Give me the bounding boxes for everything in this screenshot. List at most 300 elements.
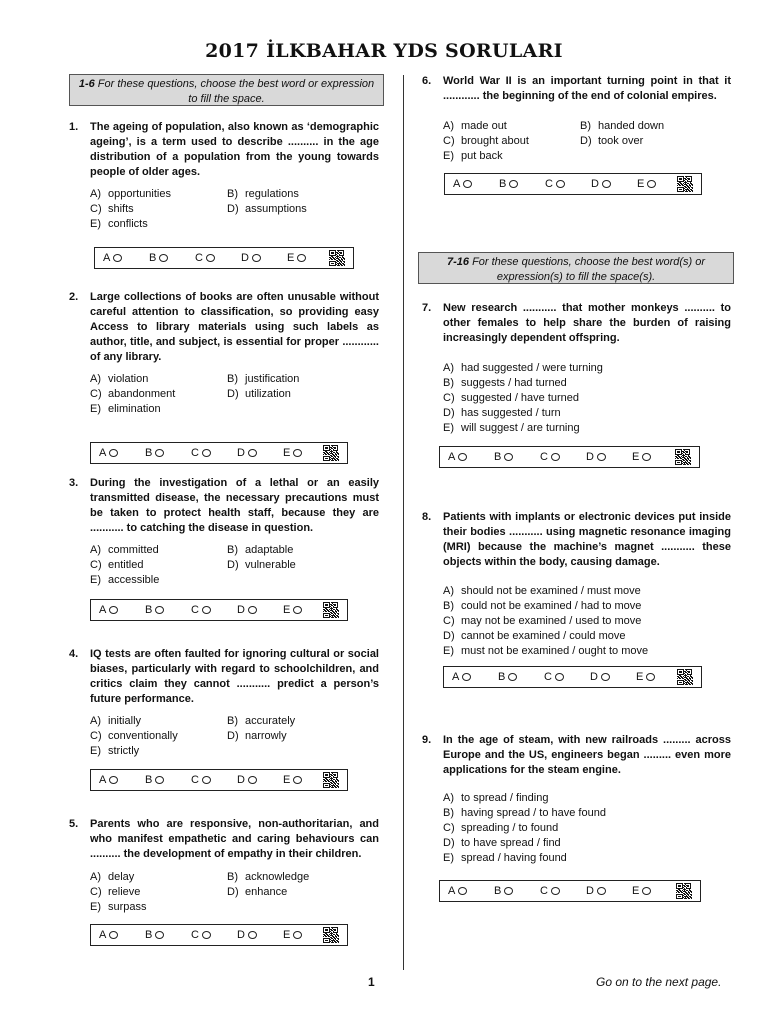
option-text: cannot be examined / could move (461, 630, 626, 642)
option-text: acknowledge (245, 871, 310, 883)
answer-choice-d[interactable] (237, 773, 257, 788)
answer-bubble-icon[interactable] (109, 776, 118, 784)
option-letter: A) (443, 120, 454, 132)
answer-letter: B (499, 178, 507, 190)
answer-letter: B (149, 252, 157, 264)
option-letter: D) (443, 630, 455, 642)
answer-bubble-icon[interactable] (293, 931, 302, 939)
answer-bubble-icon[interactable] (202, 931, 211, 939)
question-2 (69, 290, 379, 365)
option-text: justification (245, 373, 300, 385)
question-7 (422, 301, 731, 346)
answer-choice-e[interactable] (636, 670, 655, 685)
answer-choice-b[interactable] (149, 251, 168, 266)
answer-letter: E (636, 671, 644, 683)
option-letter: E) (90, 403, 101, 415)
answer-box (439, 880, 701, 902)
option-letter: D) (227, 559, 239, 571)
question-text: Parents who are responsive, non-authoritarian, and who manifest empathetic and caring behaviours can .......... the development of empathy in their children. (90, 818, 379, 860)
question-text: Large collections of books are often unusable without careful attention to classification, so providing easy Access to library materials using such labels as author, title, and subject, is essential for proper ............ of any library. (90, 291, 379, 363)
option-letter: B) (227, 373, 238, 385)
option-c (90, 558, 143, 573)
answer-box (94, 247, 354, 269)
answer-letter: B (145, 604, 153, 616)
answer-bubble-icon[interactable] (252, 254, 261, 262)
answer-letter: C (191, 774, 199, 786)
answer-bubble-icon[interactable] (202, 776, 211, 784)
answer-bubble-icon[interactable] (642, 887, 651, 895)
instruction-box-1 (69, 74, 384, 106)
qr-code-icon (323, 602, 339, 618)
option-text: suggests / had turned (461, 377, 567, 389)
answer-letter: E (287, 252, 295, 264)
option-text: assumptions (245, 203, 307, 215)
answer-box (90, 599, 348, 621)
answer-choice-b[interactable] (145, 773, 164, 788)
option-text: should not be examined / must move (461, 585, 641, 597)
option-b (443, 376, 567, 391)
question-text: In the age of steam, with new railroads ......... across Europe and the US, engineers began ......... even more applications for the steam engine. (443, 734, 731, 776)
answer-bubble-icon[interactable] (504, 453, 513, 461)
option-text: elimination (108, 403, 161, 415)
option-a (90, 714, 141, 729)
option-letter: B) (227, 544, 238, 556)
option-letter: A) (90, 373, 101, 385)
option-letter: B) (443, 377, 454, 389)
instruction-range: 1-6 (78, 78, 95, 90)
answer-letter: D (237, 929, 245, 941)
option-letter: E) (443, 852, 454, 864)
answer-bubble-icon[interactable] (293, 776, 302, 784)
option-letter: D) (227, 388, 239, 400)
option-d (443, 629, 626, 644)
answer-bubble-icon[interactable] (551, 453, 560, 461)
option-b (227, 870, 309, 885)
answer-letter: E (283, 447, 291, 459)
option-letter: A) (443, 792, 454, 804)
option-e (90, 900, 147, 915)
option-e (443, 149, 503, 164)
page-title: 2017 İLKBAHAR YDS SORULARI (205, 40, 563, 62)
option-letter: E) (443, 422, 454, 434)
answer-choice-b[interactable] (498, 670, 517, 685)
option-c (443, 614, 641, 629)
answer-letter: B (494, 451, 502, 463)
question-number: 1. (69, 121, 79, 133)
answer-choice-c[interactable] (191, 773, 211, 788)
option-letter: E) (443, 645, 454, 657)
answer-letter: E (283, 929, 291, 941)
option-text: having spread / to have found (461, 807, 606, 819)
option-letter: E) (90, 218, 101, 230)
answer-bubble-icon[interactable] (556, 180, 565, 188)
option-text: strictly (108, 745, 140, 757)
option-text: entitled (108, 559, 144, 571)
answer-bubble-icon[interactable] (293, 449, 302, 457)
option-letter: C) (443, 135, 455, 147)
option-text: to spread / finding (461, 792, 549, 804)
option-text: had suggested / were turning (461, 362, 603, 374)
option-text: may not be examined / used to move (461, 615, 642, 627)
question-number: 5. (69, 818, 79, 830)
option-e (90, 402, 161, 417)
option-a (443, 791, 548, 806)
option-e (443, 421, 580, 436)
option-letter: C) (90, 730, 102, 742)
option-c (443, 134, 529, 149)
answer-bubble-icon[interactable] (248, 606, 257, 614)
option-b (227, 714, 295, 729)
qr-code-icon (676, 883, 692, 899)
answer-choice-a[interactable] (453, 177, 472, 192)
page-number: 1 (368, 975, 375, 989)
option-text: accurately (245, 715, 296, 727)
answer-bubble-icon[interactable] (642, 453, 651, 461)
answer-choice-e[interactable] (283, 773, 302, 788)
answer-box (439, 446, 700, 468)
option-text: has suggested / turn (461, 407, 561, 419)
answer-bubble-icon[interactable] (109, 449, 118, 457)
answer-choice-e[interactable] (632, 884, 651, 899)
option-b (443, 599, 641, 614)
option-text: violation (108, 373, 149, 385)
answer-choice-e[interactable] (632, 450, 651, 465)
answer-choice-b[interactable] (499, 177, 518, 192)
option-text: conflicts (108, 218, 148, 230)
option-letter: D) (443, 837, 455, 849)
question-number: 2. (69, 291, 79, 303)
option-letter: A) (90, 715, 101, 727)
answer-letter: A (99, 604, 107, 616)
option-a (443, 361, 603, 376)
answer-choice-a[interactable] (103, 251, 122, 266)
answer-choice-d[interactable] (586, 450, 606, 465)
option-letter: E) (443, 150, 454, 162)
answer-letter: E (637, 178, 645, 190)
option-letter: C) (90, 203, 102, 215)
option-text: adaptable (245, 544, 294, 556)
answer-choice-d[interactable] (237, 928, 257, 943)
option-letter: A) (90, 871, 101, 883)
qr-code-icon (677, 669, 693, 685)
next-page-note: Go on to the next page. (596, 975, 722, 989)
answer-letter: A (103, 252, 111, 264)
answer-letter: C (191, 929, 199, 941)
answer-choice-d[interactable] (590, 670, 610, 685)
question-number: 4. (69, 648, 79, 660)
answer-bubble-icon[interactable] (458, 453, 467, 461)
option-text: abandonment (108, 388, 176, 400)
answer-choice-b[interactable] (494, 450, 513, 465)
answer-choice-a[interactable] (99, 446, 118, 461)
option-d (580, 134, 643, 149)
answer-choice-a[interactable] (99, 603, 118, 618)
option-letter: D) (580, 135, 592, 147)
answer-bubble-icon[interactable] (555, 673, 564, 681)
option-b (443, 806, 606, 821)
answer-letter: B (494, 885, 502, 897)
answer-bubble-icon[interactable] (509, 180, 518, 188)
answer-choice-c[interactable] (544, 670, 564, 685)
answer-box (90, 769, 348, 791)
option-d (227, 202, 307, 217)
answer-box (444, 173, 702, 195)
answer-letter: D (591, 178, 599, 190)
answer-choice-a[interactable] (448, 884, 467, 899)
question-number: 9. (422, 734, 432, 746)
answer-choice-b[interactable] (145, 446, 164, 461)
option-letter: B) (227, 188, 238, 200)
question-text: New research ........... that mother monkeys .......... to other females to help share the burden of raising increasingly dependent offspring. (443, 302, 731, 344)
answer-choice-c[interactable] (191, 446, 211, 461)
answer-choice-d[interactable] (237, 446, 257, 461)
question-number: 8. (422, 511, 432, 523)
answer-bubble-icon[interactable] (647, 180, 656, 188)
answer-letter: C (191, 604, 199, 616)
option-text: opportunities (108, 188, 171, 200)
answer-choice-c[interactable] (540, 884, 560, 899)
answer-box (90, 924, 348, 946)
option-text: enhance (245, 886, 288, 898)
question-8 (422, 510, 731, 570)
option-text: must not be examined / ought to move (461, 645, 649, 657)
option-letter: A) (443, 585, 454, 597)
question-1 (69, 120, 379, 180)
option-text: to have spread / find (461, 837, 561, 849)
option-a (90, 187, 171, 202)
answer-bubble-icon[interactable] (504, 887, 513, 895)
option-letter: A) (90, 544, 101, 556)
option-d (227, 885, 287, 900)
option-text: conventionally (108, 730, 178, 742)
answer-choice-a[interactable] (99, 773, 118, 788)
option-e (443, 644, 648, 659)
option-text: suggested / have turned (461, 392, 580, 404)
qr-code-icon (675, 449, 691, 465)
answer-bubble-icon[interactable] (293, 606, 302, 614)
answer-choice-e[interactable] (637, 177, 656, 192)
option-c (90, 387, 175, 402)
answer-choice-e[interactable] (283, 928, 302, 943)
answer-bubble-icon[interactable] (248, 776, 257, 784)
answer-letter: C (544, 671, 552, 683)
answer-letter: D (586, 885, 594, 897)
answer-box (90, 442, 348, 464)
answer-bubble-icon[interactable] (597, 887, 606, 895)
answer-choice-c[interactable] (195, 251, 215, 266)
answer-bubble-icon[interactable] (248, 449, 257, 457)
answer-choice-c[interactable] (545, 177, 565, 192)
answer-choice-b[interactable] (494, 884, 513, 899)
option-letter: D) (227, 886, 239, 898)
answer-letter: D (237, 774, 245, 786)
qr-code-icon (677, 176, 693, 192)
option-letter: D) (227, 203, 239, 215)
answer-bubble-icon[interactable] (159, 254, 168, 262)
option-d (227, 558, 296, 573)
answer-bubble-icon[interactable] (109, 606, 118, 614)
answer-bubble-icon[interactable] (297, 254, 306, 262)
question-5 (69, 817, 379, 862)
option-text: accessible (108, 574, 160, 586)
answer-bubble-icon[interactable] (113, 254, 122, 262)
question-text: World War II is an important turning point in that it ............ the beginning of the end of colonial empires. (443, 75, 731, 102)
option-text: will suggest / are turning (461, 422, 580, 434)
answer-choice-a[interactable] (448, 450, 467, 465)
option-letter: A) (443, 362, 454, 374)
answer-bubble-icon[interactable] (508, 673, 517, 681)
option-a (90, 870, 134, 885)
answer-choice-b[interactable] (145, 928, 164, 943)
option-text: handed down (598, 120, 665, 132)
answer-choice-b[interactable] (145, 603, 164, 618)
answer-choice-c[interactable] (191, 928, 211, 943)
option-letter: B) (443, 600, 454, 612)
option-text: relieve (108, 886, 141, 898)
option-b (227, 187, 299, 202)
answer-box (443, 666, 702, 688)
option-text: vulnerable (245, 559, 296, 571)
answer-letter: C (540, 451, 548, 463)
option-letter: B) (227, 871, 238, 883)
option-letter: C) (90, 559, 102, 571)
option-letter: A) (90, 188, 101, 200)
qr-code-icon (323, 772, 339, 788)
question-3 (69, 476, 379, 536)
answer-choice-c[interactable] (540, 450, 560, 465)
option-letter: E) (90, 901, 101, 913)
option-text: put back (461, 150, 503, 162)
answer-letter: C (195, 252, 203, 264)
option-text: delay (108, 871, 135, 883)
answer-choice-d[interactable] (237, 603, 257, 618)
option-letter: C) (443, 615, 455, 627)
option-b (580, 119, 664, 134)
answer-bubble-icon[interactable] (155, 449, 164, 457)
question-text: IQ tests are often faulted for ignoring cultural or social biases, particularly with regard to schoolchildren, and critics claim they cannot ........... predict a person’s future performance. (90, 648, 379, 705)
question-number: 6. (422, 75, 432, 87)
answer-bubble-icon[interactable] (155, 606, 164, 614)
answer-letter: E (632, 885, 640, 897)
option-letter: E) (90, 574, 101, 586)
answer-letter: A (99, 929, 107, 941)
answer-choice-e[interactable] (283, 446, 302, 461)
answer-letter: C (540, 885, 548, 897)
option-e (90, 217, 148, 232)
answer-bubble-icon[interactable] (202, 606, 211, 614)
option-e (90, 573, 159, 588)
answer-choice-a[interactable] (452, 670, 471, 685)
answer-bubble-icon[interactable] (463, 180, 472, 188)
option-text: could not be examined / had to move (461, 600, 642, 612)
question-text: During the investigation of a lethal or an easily transmitted disease, the necessary precautions must be taken to protect health staff, because they are ........... to catching the disease in question. (90, 477, 379, 534)
answer-bubble-icon[interactable] (155, 776, 164, 784)
option-text: narrowly (245, 730, 287, 742)
answer-choice-e[interactable] (283, 603, 302, 618)
option-letter: C) (443, 392, 455, 404)
answer-choice-a[interactable] (99, 928, 118, 943)
option-text: committed (108, 544, 159, 556)
option-c (443, 391, 579, 406)
option-text: initially (108, 715, 142, 727)
option-text: regulations (245, 188, 299, 200)
option-c (90, 202, 134, 217)
answer-bubble-icon[interactable] (248, 931, 257, 939)
answer-bubble-icon[interactable] (202, 449, 211, 457)
answer-choice-d[interactable] (586, 884, 606, 899)
option-text: brought about (461, 135, 529, 147)
answer-bubble-icon[interactable] (206, 254, 215, 262)
answer-letter: B (145, 774, 153, 786)
option-letter: E) (90, 745, 101, 757)
option-a (443, 119, 507, 134)
answer-letter: A (452, 671, 460, 683)
answer-letter: A (453, 178, 461, 190)
answer-letter: C (191, 447, 199, 459)
option-text: utilization (245, 388, 291, 400)
option-letter: B) (580, 120, 591, 132)
option-a (443, 584, 641, 599)
option-letter: D) (227, 730, 239, 742)
answer-letter: B (498, 671, 506, 683)
qr-code-icon (329, 250, 345, 266)
answer-letter: B (145, 929, 153, 941)
option-text: surpass (108, 901, 147, 913)
question-text: Patients with implants or electronic devices put inside their bodies ........... using magnetic resonance imaging (MRI) because the machine’s magnet ........... these objects within the body, causing damage. (443, 511, 731, 568)
qr-code-icon (323, 927, 339, 943)
answer-bubble-icon[interactable] (458, 887, 467, 895)
instruction-range: 7-16 (446, 256, 469, 268)
option-text: made out (461, 120, 507, 132)
answer-letter: E (283, 604, 291, 616)
answer-bubble-icon[interactable] (109, 931, 118, 939)
answer-choice-d[interactable] (241, 251, 261, 266)
option-letter: C) (90, 886, 102, 898)
answer-bubble-icon[interactable] (601, 673, 610, 681)
option-d (227, 387, 291, 402)
answer-bubble-icon[interactable] (155, 931, 164, 939)
qr-code-icon (323, 445, 339, 461)
option-text: shifts (108, 203, 134, 215)
answer-choice-d[interactable] (591, 177, 611, 192)
answer-choice-e[interactable] (287, 251, 306, 266)
answer-letter: D (241, 252, 249, 264)
option-c (90, 729, 178, 744)
option-a (90, 372, 148, 387)
answer-letter: A (99, 774, 107, 786)
answer-choice-c[interactable] (191, 603, 211, 618)
question-text: The ageing of population, also known as ‘demographic ageing’, is a term used to describe .......... in the age distribution of a population from the young towards people of older ages. (90, 121, 379, 178)
option-letter: B) (443, 807, 454, 819)
answer-bubble-icon[interactable] (597, 453, 606, 461)
option-e (443, 851, 567, 866)
answer-letter: E (283, 774, 291, 786)
answer-bubble-icon[interactable] (646, 673, 655, 681)
answer-letter: C (545, 178, 553, 190)
answer-bubble-icon[interactable] (462, 673, 471, 681)
option-letter: D) (443, 407, 455, 419)
answer-letter: D (590, 671, 598, 683)
answer-letter: D (586, 451, 594, 463)
answer-bubble-icon[interactable] (602, 180, 611, 188)
question-9 (422, 733, 731, 778)
option-text: spreading / to found (461, 822, 559, 834)
answer-letter: D (237, 604, 245, 616)
option-letter: C) (90, 388, 102, 400)
option-text: spread / having found (461, 852, 567, 864)
question-number: 3. (69, 477, 79, 489)
answer-bubble-icon[interactable] (551, 887, 560, 895)
